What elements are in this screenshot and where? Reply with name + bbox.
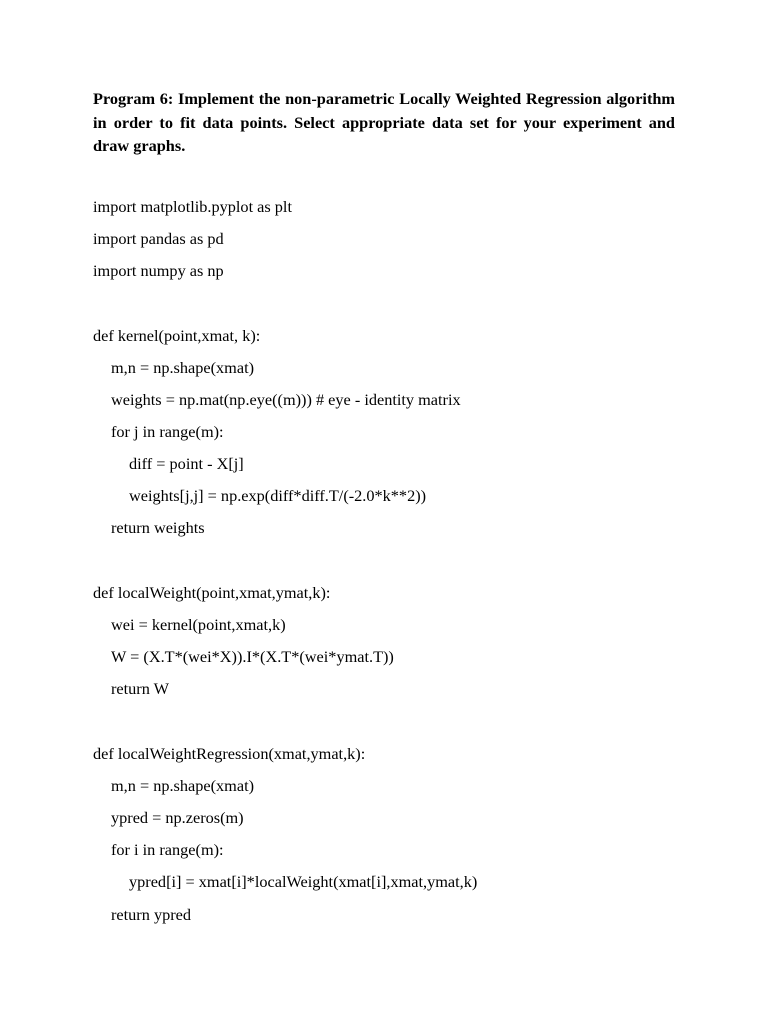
- code-line: import numpy as np: [93, 261, 224, 280]
- code-line: weights[j,j] = np.exp(diff*diff.T/(-2.0*k**2)): [129, 486, 427, 505]
- code-line: for i in range(m):: [111, 840, 224, 859]
- code-line: m,n = np.shape(xmat): [111, 776, 255, 795]
- program-heading: Program 6: Implement the non-parametric Locally Weighted Regression algorithm in order to fit data points. Select appropriate data set for your experiment and draw graphs.: [93, 89, 675, 155]
- code-line: W = (X.T*(wei*X)).I*(X.T*(wei*ymat.T)): [111, 647, 394, 666]
- code-line: diff = point - X[j]: [129, 454, 244, 473]
- code-line: return ypred: [111, 905, 192, 924]
- code-line: def kernel(point,xmat, k):: [93, 326, 261, 345]
- code-line: return weights: [111, 518, 205, 537]
- code-line: ypred[i] = xmat[i]*localWeight(xmat[i],xmat,ymat,k): [129, 872, 478, 891]
- code-line: wei = kernel(point,xmat,k): [111, 615, 286, 634]
- code-line: weights = np.mat(np.eye((m))) # eye - identity matrix: [111, 390, 461, 409]
- code-line: def localWeight(point,xmat,ymat,k):: [93, 583, 331, 602]
- code-line: import pandas as pd: [93, 229, 224, 248]
- code-line: return W: [111, 679, 170, 698]
- code-line: for j in range(m):: [111, 422, 224, 441]
- code-line: m,n = np.shape(xmat): [111, 358, 255, 377]
- code-line: ypred = np.zeros(m): [111, 808, 244, 827]
- code-line: def localWeightRegression(xmat,ymat,k):: [93, 744, 366, 763]
- code-line: import matplotlib.pyplot as plt: [93, 197, 292, 216]
